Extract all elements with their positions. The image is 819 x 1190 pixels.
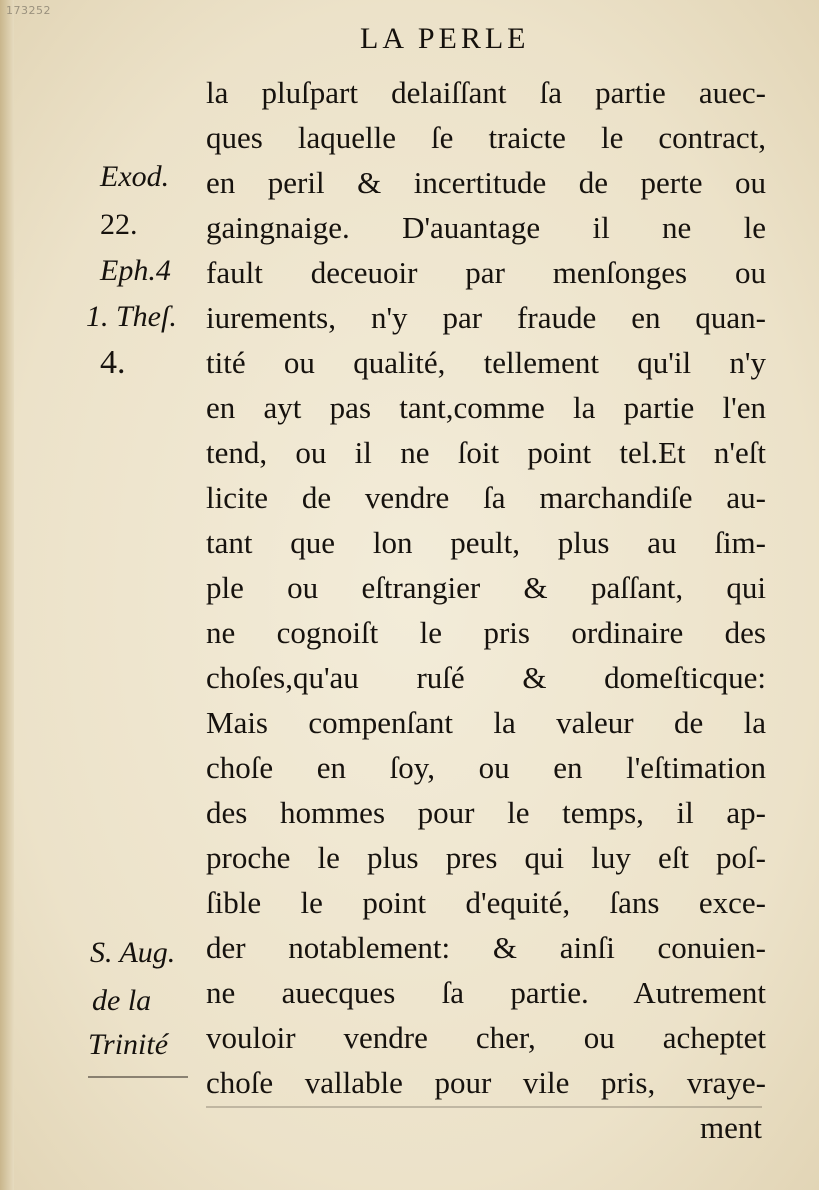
text-line: en peril & incertitude de perte ou [206, 165, 766, 200]
margin-note-exod-chapter: 22. [100, 208, 138, 241]
text-line: gaingnaige. D'auantage il ne le [206, 210, 766, 245]
text-line: der notablement: & ainſi conuien- [206, 930, 766, 965]
text-line: ne cognoiſt le pris ordinaire des [206, 615, 766, 650]
text-line: choſes,qu'au ruſé & domeſticque: [206, 660, 766, 695]
text-line: ple ou eſtrangier & paſſant, qui [206, 570, 766, 605]
margin-note-exod: Exod. [100, 160, 170, 193]
text-line: vouloir vendre cher, ou acheptet [206, 1020, 766, 1055]
text-line: des hommes pour le temps, il ap- [206, 795, 766, 830]
margin-note-thes-chapter: 4. [100, 344, 126, 381]
bottom-rule [206, 1106, 762, 1108]
text-line: tend, ou il ne ſoit point tel.Et n'eſt [206, 435, 766, 470]
scan-id-label: 173252 [6, 4, 51, 17]
margin-note-trinite: Trinité [88, 1028, 169, 1061]
running-head: LA PERLE [360, 22, 530, 55]
text-line: choſe en ſoy, ou en l'eſtimation [206, 750, 766, 785]
margin-note-thes: 1. Theſ. [86, 300, 177, 333]
text-line: licite de vendre ſa marchandiſe au- [206, 480, 766, 515]
text-line: choſe vallable pour vile pris, vraye- [206, 1065, 766, 1100]
margin-note-de-la: de la [92, 984, 152, 1017]
text-line: tité ou qualité, tellement qu'il n'y [206, 345, 766, 380]
text-line: ne auecques ſa partie. Autrement [206, 975, 766, 1010]
text-line: iurements, n'y par fraude en quan- [206, 300, 766, 335]
text-line: Mais compenſant la valeur de la [206, 705, 766, 740]
margin-rule [88, 1076, 188, 1078]
text-line: tant que lon peult, plus au ſim- [206, 525, 766, 560]
text-line: la pluſpart delaiſſant ſa partie auec- [206, 75, 766, 110]
margin-note-eph: Eph.4 [100, 254, 171, 287]
text-line: en ayt pas tant,comme la partie l'en [206, 390, 766, 425]
page-gutter-edge [0, 0, 14, 1190]
text-line: ques laquelle ſe traicte le contract, [206, 120, 766, 155]
text-line: ſible le point d'equité, ſans exce- [206, 885, 766, 920]
catchword: ment [700, 1110, 762, 1145]
text-line: fault deceuoir par menſonges ou [206, 255, 766, 290]
text-line: proche le plus pres qui luy eſt poſ- [206, 840, 766, 875]
body-text [206, 70, 766, 1150]
margin-note-aug: S. Aug. [90, 936, 176, 969]
